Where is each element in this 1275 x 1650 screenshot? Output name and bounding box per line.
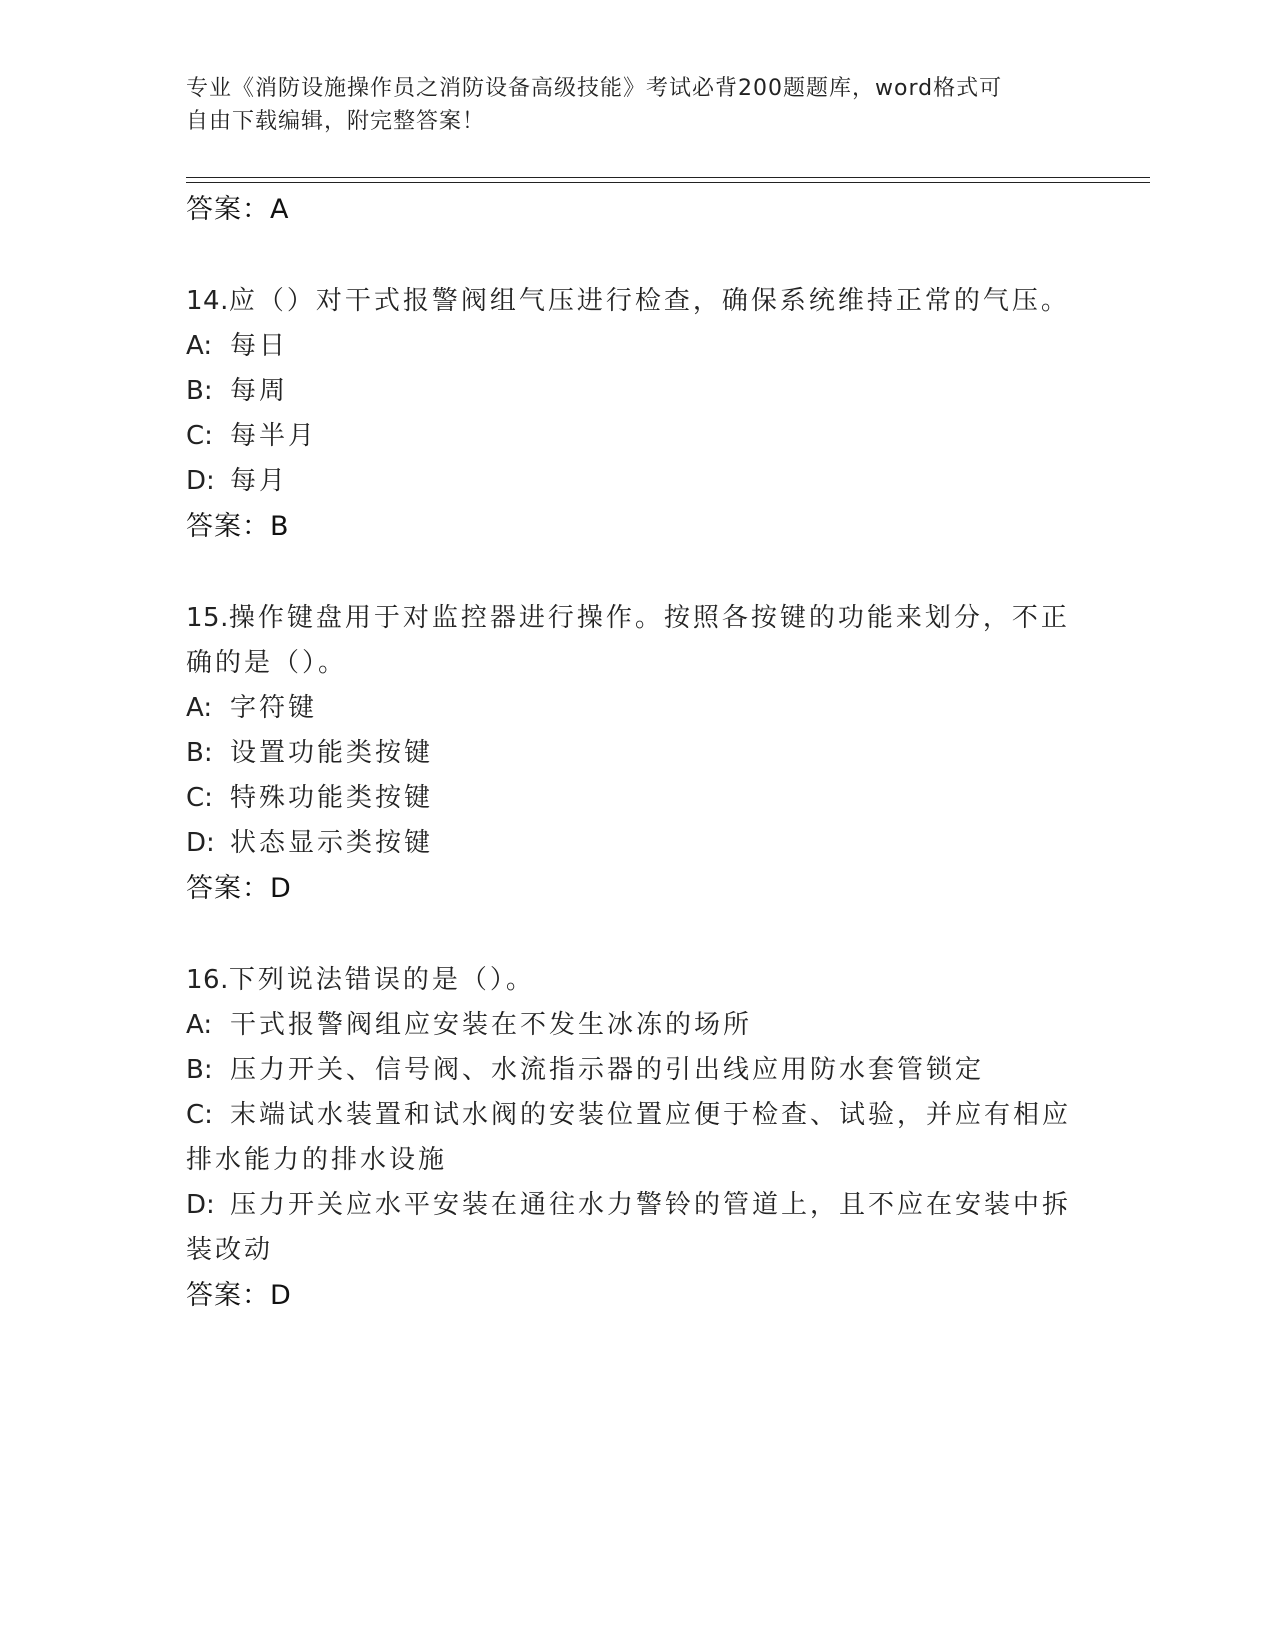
question-stem: 下列说法错误的是（）。 [228, 965, 535, 995]
option-b [186, 1048, 1086, 1093]
option-c [186, 776, 1086, 821]
option-text: 干式报警阀组应安装在不发生冰冻的场所 [230, 1010, 753, 1040]
option-text: 设置功能类按键 [230, 738, 434, 768]
option-text: 每日 [230, 331, 289, 361]
option-b [186, 369, 1086, 414]
option-key: B: [186, 376, 213, 406]
header-divider-bottom [186, 182, 1150, 183]
question-15 [186, 596, 1086, 911]
option-text: 每月 [230, 466, 289, 496]
option-key: D: [186, 828, 215, 858]
option-text: 末端试水装置和试水阀的安装位置应便于检查、试验，并应有相应排水能力的排水设施 [186, 1100, 1072, 1175]
option-key: C: [186, 1100, 213, 1130]
question-16 [186, 958, 1086, 1318]
question-number: 14. [186, 286, 229, 316]
option-a [186, 324, 1086, 369]
answer: 答案：D [186, 1280, 292, 1311]
question-stem: 操作键盘用于对监控器进行操作。按照各按键的功能来划分，不正确的是（）。 [186, 603, 1070, 678]
question-number: 16. [186, 965, 229, 995]
option-a [186, 686, 1086, 731]
question-text [186, 279, 1086, 324]
question-text [186, 596, 1086, 686]
option-key: B: [186, 738, 213, 768]
option-text: 特殊功能类按键 [230, 783, 434, 813]
option-text: 字符键 [230, 693, 318, 723]
question-number: 15. [186, 603, 229, 633]
option-key: B: [186, 1055, 213, 1085]
question-list [186, 187, 1086, 1318]
option-d [186, 1183, 1086, 1273]
option-key: D: [186, 1190, 215, 1220]
question-14 [186, 279, 1086, 549]
option-text: 压力开关、信号阀、水流指示器的引出线应用防水套管锁定 [230, 1055, 985, 1085]
option-key: D: [186, 466, 215, 496]
option-c [186, 414, 1086, 459]
option-key: A: [186, 331, 213, 361]
option-text: 每周 [230, 376, 289, 406]
previous-answer: 答案：A [186, 194, 290, 225]
option-key: A: [186, 1010, 213, 1040]
header-divider-top [186, 177, 1150, 178]
question-text [186, 958, 1086, 1003]
question-stem: 应（）对干式报警阀组气压进行检查，确保系统维持正常的气压。 [228, 286, 1070, 316]
option-text: 状态显示类按键 [230, 828, 434, 858]
option-b [186, 731, 1086, 776]
option-a [186, 1003, 1086, 1048]
answer: 答案：D [186, 873, 292, 904]
option-key: C: [186, 421, 213, 451]
answer: 答案：B [186, 511, 290, 542]
header-line-2: 自由下载编辑，附完整答案！ [186, 109, 486, 134]
document-header [186, 72, 1086, 138]
option-d [186, 821, 1086, 866]
option-d [186, 459, 1086, 504]
option-key: C: [186, 783, 213, 813]
option-text: 压力开关应水平安装在通往水力警铃的管道上，且不应在安装中拆装改动 [186, 1190, 1072, 1265]
option-c [186, 1093, 1086, 1183]
header-line-1: 专业《消防设施操作员之消防设备高级技能》考试必背200题题库，word格式可 [186, 76, 1003, 101]
option-key: A: [186, 693, 213, 723]
option-text: 每半月 [230, 421, 318, 451]
